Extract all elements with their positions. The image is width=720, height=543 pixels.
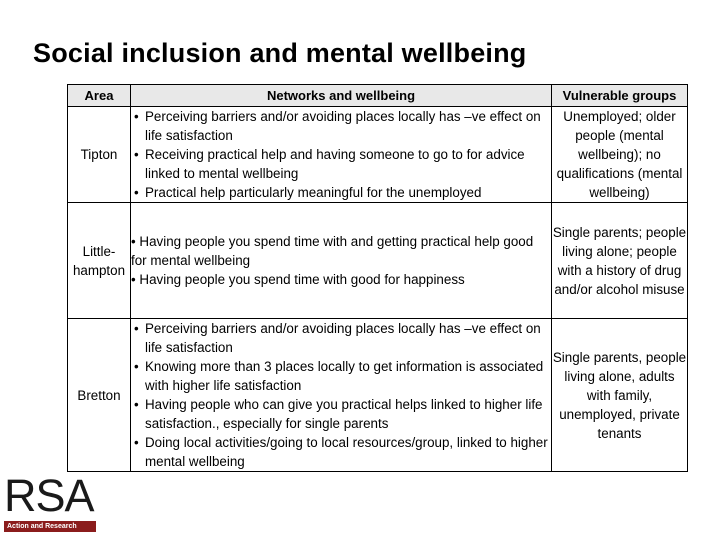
- area-cell: Little-hampton: [68, 203, 131, 319]
- header-area: Area: [68, 85, 131, 107]
- table-row-littlehampton: [68, 203, 688, 319]
- area-cell: Bretton: [68, 319, 131, 472]
- table-row-bretton: [68, 319, 688, 472]
- networks-cell: [131, 203, 552, 319]
- list-item: • Receiving practical help and having someone to go to for advice linked to mental wellbeing: [145, 145, 549, 183]
- rsa-logo: [4, 470, 96, 541]
- header-vulnerable-groups: Vulnerable groups: [552, 85, 688, 107]
- list-item: • Doing local activities/going to local resources/group, linked to higher mental wellbeing: [145, 433, 549, 471]
- header-networks: Networks and wellbeing: [131, 85, 552, 107]
- list-item: • Practical help particularly meaningful for the unemployed: [145, 183, 549, 202]
- logo-wordmark: RSA: [4, 470, 94, 521]
- list-item: • Perceiving barriers and/or avoiding places locally has –ve effect on life satisfaction: [145, 107, 549, 145]
- vulnerable-groups-cell: Single parents, people living alone, adults with family, unemployed, private tenants: [552, 319, 688, 472]
- bullet-list: [131, 107, 551, 202]
- networks-cell: [131, 107, 552, 203]
- slide-title: Social inclusion and mental wellbeing: [33, 38, 527, 68]
- bullet-list: [131, 319, 551, 471]
- networks-cell: [131, 319, 552, 472]
- table-header-row: [68, 85, 688, 107]
- list-item: • Having people who can give you practical helps linked to higher life satisfaction., especially for single parents: [145, 395, 549, 433]
- table-row-tipton: [68, 107, 688, 203]
- list-item: • Having people you spend time with good for happiness: [131, 272, 465, 287]
- vulnerable-groups-cell: Unemployed; older people (mental wellbeing); no qualifications (mental wellbeing): [552, 107, 688, 203]
- vulnerable-groups-cell: Single parents; people living alone; people with a history of drug and/or alcohol misuse: [552, 203, 688, 319]
- list-item: • Perceiving barriers and/or avoiding places locally has –ve effect on life satisfaction: [145, 319, 549, 357]
- list-item: • Having people you spend time with and getting practical help good for mental wellbeing: [131, 234, 534, 268]
- list-item: • Knowing more than 3 places locally to get information is associated with higher life satisfaction: [145, 357, 549, 395]
- area-cell: Tipton: [68, 107, 131, 203]
- logo-tagline: Action and Research Centre: [4, 521, 96, 532]
- wellbeing-table: [67, 84, 688, 472]
